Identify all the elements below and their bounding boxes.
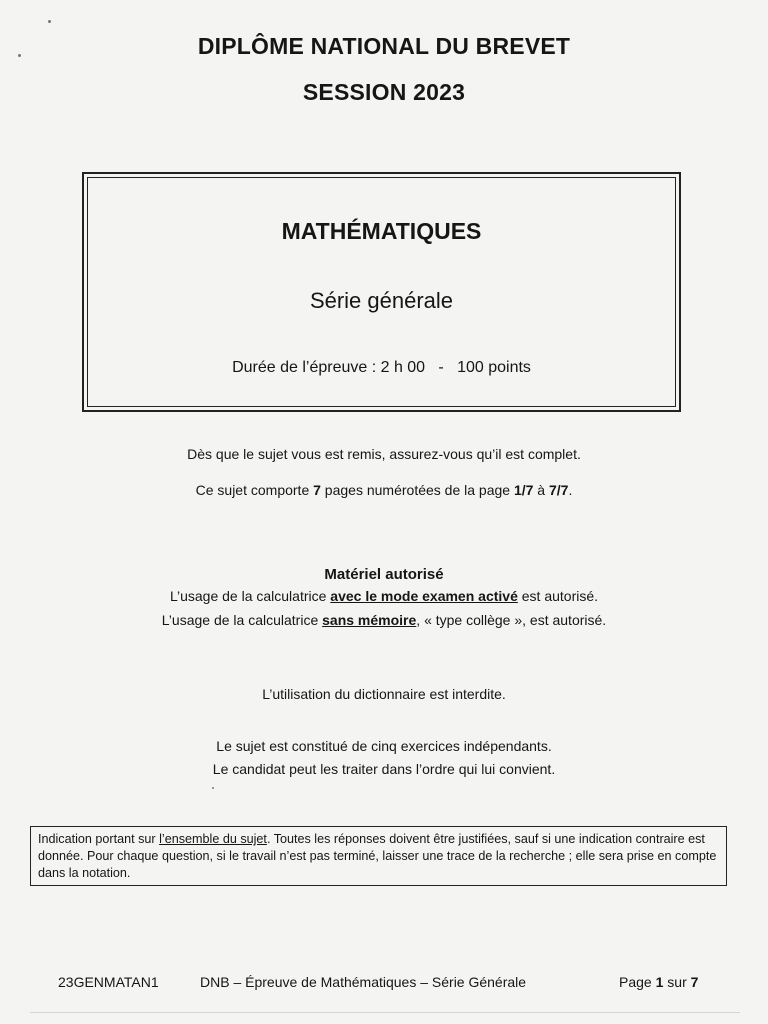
exercises-info-1: Le sujet est constitué de cinq exercices indépendants. bbox=[216, 738, 552, 754]
subject-title: MATHÉMATIQUES bbox=[281, 218, 482, 244]
exam-duration bbox=[88, 359, 675, 377]
calculator-exam-mode-rule bbox=[0, 588, 768, 604]
page-count-number: 7 bbox=[313, 482, 321, 498]
page-count-text: . bbox=[568, 482, 573, 498]
footer-title: DNB – Épreuve de Mathématiques – Série Générale bbox=[200, 974, 527, 990]
rule-text: L’usage de la calculatrice bbox=[161, 612, 323, 628]
indication-text: Indication portant sur bbox=[38, 832, 160, 846]
footer-rule bbox=[30, 1012, 740, 1013]
subject-box-inner-frame bbox=[87, 177, 676, 407]
first-page-ref: 1/7 bbox=[513, 482, 534, 498]
scan-speck bbox=[48, 20, 51, 23]
rule-text: , « type collège », est autorisé. bbox=[416, 612, 607, 628]
completeness-notice: Dès que le sujet vous est remis, assurez-vous qu’il est complet. bbox=[187, 446, 581, 462]
materiel-heading: Matériel autorisé bbox=[324, 566, 444, 583]
scan-speck bbox=[212, 787, 214, 789]
rule-text: est autorisé. bbox=[517, 588, 599, 604]
session-title: SESSION 2023 bbox=[302, 79, 466, 105]
page-count-text: pages numérotées de la page bbox=[320, 482, 514, 498]
footer-page-number bbox=[619, 974, 698, 990]
subject-box bbox=[82, 172, 681, 412]
rule-text: L’usage de la calculatrice bbox=[169, 588, 331, 604]
indication-text: . Toutes les réponses doivent être justifiées, sauf si une indication contraire est donnée. Pour chaque question, si le travail n’est pas terminé, laisser une trace de la recherche ; elle sera prise en compte dans la notation. bbox=[38, 832, 717, 880]
calculator-no-memory-rule bbox=[0, 612, 768, 628]
indication-box bbox=[30, 826, 727, 886]
rule-emphasis: avec le mode examen activé bbox=[330, 588, 518, 604]
page-current: 1 bbox=[655, 974, 664, 990]
footer-code: 23GENMATAN1 bbox=[58, 974, 159, 990]
rule-emphasis: sans mémoire bbox=[322, 612, 417, 628]
page-label: Page bbox=[619, 974, 656, 990]
duration-separator: - bbox=[438, 359, 444, 376]
indication-emphasis: l’ensemble du sujet bbox=[159, 832, 267, 846]
page-count-text: à bbox=[533, 482, 549, 498]
serie-label: Série générale bbox=[309, 288, 454, 313]
page-count-notice bbox=[0, 482, 768, 498]
dictionary-rule: L’utilisation du dictionnaire est interdite. bbox=[262, 686, 506, 702]
exercises-info-2: Le candidat peut les traiter dans l’ordre qui lui convient. bbox=[212, 761, 556, 777]
page-sep: sur bbox=[663, 974, 691, 990]
duration-label: Durée de l’épreuve : 2 h 00 bbox=[232, 359, 426, 376]
page-total: 7 bbox=[690, 974, 699, 990]
points-label: 100 points bbox=[457, 359, 531, 376]
last-page-ref: 7/7 bbox=[549, 482, 569, 498]
diploma-title: DIPLÔME NATIONAL DU BREVET bbox=[197, 33, 571, 59]
page-count-text: Ce sujet comporte bbox=[195, 482, 314, 498]
